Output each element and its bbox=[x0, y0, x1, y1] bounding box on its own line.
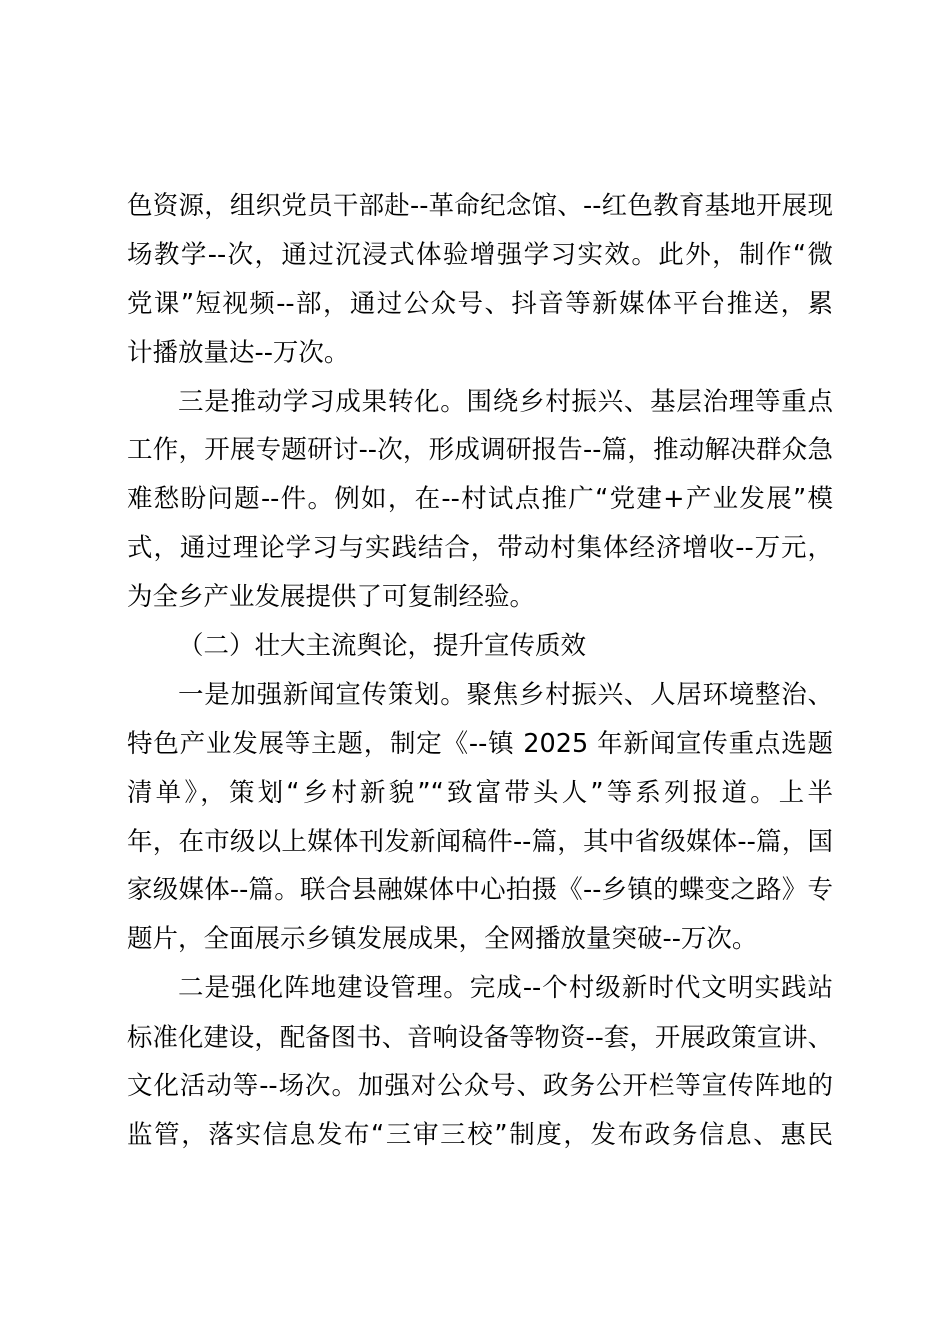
text-line: 二是强化阵地建设管理。完成--个村级新时代文明实践站 bbox=[178, 973, 833, 1004]
text-line: 党课”短视频--部，通过公众号、抖音等新媒体平台推送，累 bbox=[127, 288, 833, 319]
text-line: 式，通过理论学习与实践结合，带动村集体经济增收--万元， bbox=[127, 533, 833, 564]
text-line: 一是加强新闻宣传策划。聚焦乡村振兴、人居环境整治、 bbox=[178, 679, 833, 710]
text-line: 难愁盼问题--件。例如，在--村试点推广“党建+产业发展”模 bbox=[127, 484, 833, 515]
text-line: 文化活动等--场次。加强对公众号、政务公开栏等宣传阵地的 bbox=[127, 1071, 833, 1102]
text-line: 计播放量达--万次。 bbox=[127, 337, 350, 368]
text-line: 工作，开展专题研讨--次，形成调研报告--篇，推动解决群众急 bbox=[127, 435, 833, 466]
section-heading: （二）壮大主流舆论，提升宣传质效 bbox=[178, 631, 587, 662]
text-line: 标准化建设，配备图书、音响设备等物资--套，开展政策宣讲、 bbox=[127, 1022, 833, 1053]
text-line: 清单》，策划“乡村新貌”“致富带头人”等系列报道。上半 bbox=[127, 777, 833, 808]
text-line: 场教学--次，通过沉浸式体验增强学习实效。此外，制作“微 bbox=[127, 239, 833, 270]
text-line: 监管，落实信息发布“三审三校”制度，发布政务信息、惠民 bbox=[127, 1119, 833, 1150]
text-line: 为全乡产业发展提供了可复制经验。 bbox=[127, 582, 536, 613]
text-line: 家级媒体--篇。联合县融媒体中心拍摄《--乡镇的蝶变之路》专 bbox=[127, 875, 833, 906]
text-line: 色资源，组织党员干部赴--革命纪念馆、--红色教育基地开展现 bbox=[127, 191, 833, 221]
text-line: 三是推动学习成果转化。围绕乡村振兴、基层治理等重点 bbox=[178, 386, 833, 417]
text-line: 年，在市级以上媒体刊发新闻稿件--篇，其中省级媒体--篇，国 bbox=[127, 826, 833, 857]
text-line: 题片，全面展示乡镇发展成果，全网播放量突破--万次。 bbox=[127, 924, 758, 955]
document-body bbox=[127, 182, 833, 1160]
text-line: 特色产业发展等主题，制定《--镇 2025 年新闻宣传重点选题 bbox=[127, 728, 833, 759]
